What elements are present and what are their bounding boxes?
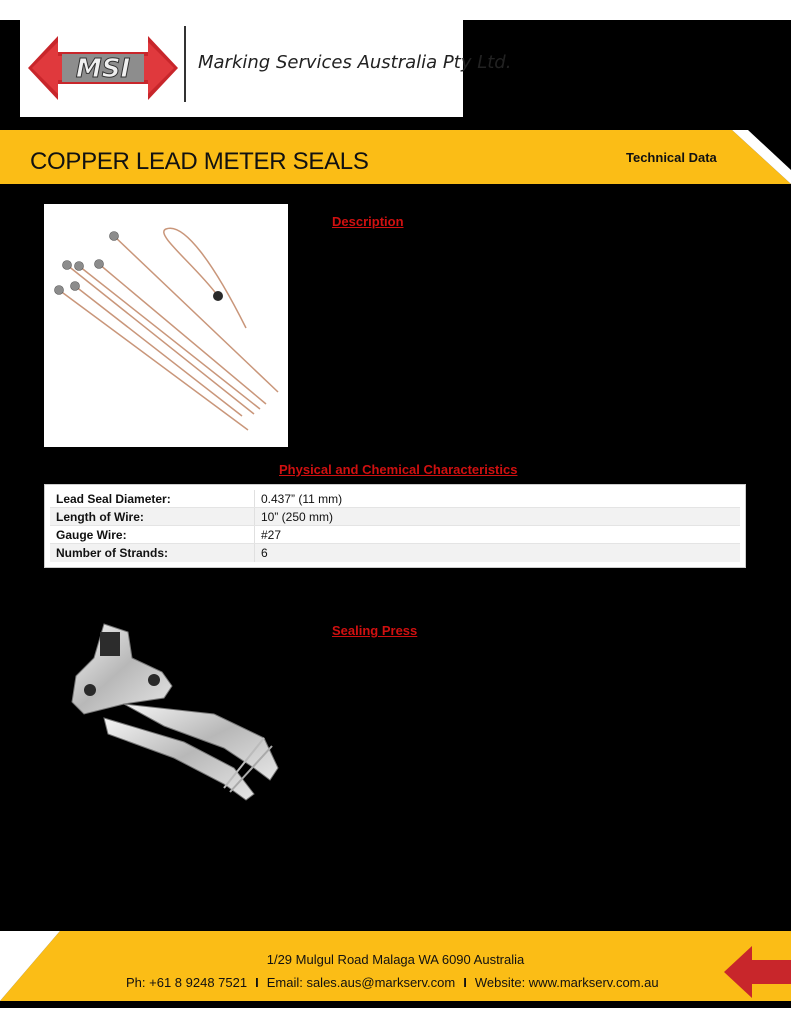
footer-separator: I	[463, 975, 467, 990]
logo-text: MSI	[75, 54, 131, 84]
spec-value: 10” (250 mm)	[261, 509, 334, 524]
description-heading[interactable]: Description	[332, 214, 404, 229]
spec-value: 6	[261, 546, 268, 560]
sealing-press-image	[64, 618, 286, 808]
spec-label: Number of Strands:	[50, 544, 255, 562]
footer-phone: Ph: +61 8 9248 7521	[126, 975, 248, 990]
table-row	[50, 490, 740, 508]
doc-type-label: Technical Data	[626, 150, 717, 165]
bottom-margin	[0, 1008, 791, 1024]
seal-wires-image	[44, 204, 288, 447]
spec-value: 0.437” (11 mm)	[261, 491, 343, 506]
company-name: Marking Services Australia Pty Ltd.	[198, 52, 512, 73]
footer-address: 1/29 Mulgul Road Malaga WA 6090 Australia	[266, 952, 525, 967]
logo-header	[20, 20, 512, 117]
spec-label: Length of Wire:	[50, 508, 255, 525]
footer-email[interactable]: Email: sales.aus@markserv.com	[266, 975, 456, 990]
logo-divider	[184, 26, 186, 102]
footer-separator: I	[255, 975, 259, 990]
msi-logo	[28, 26, 178, 110]
spec-value: #27	[261, 527, 282, 542]
spec-label: Lead Seal Diameter:	[50, 490, 255, 507]
left-arrow-icon	[724, 946, 791, 998]
sealing-press-heading[interactable]: Sealing Press	[332, 623, 418, 638]
spec-label: Gauge Wire:	[50, 526, 255, 543]
spec-table	[44, 484, 746, 568]
table-row	[50, 526, 740, 544]
page-title: COPPER LEAD METER SEALS	[30, 148, 369, 175]
table-row	[50, 544, 740, 562]
top-margin	[0, 0, 791, 20]
table-row	[50, 508, 740, 526]
physical-characteristics-heading[interactable]: Physical and Chemical Characteristics	[279, 462, 518, 477]
footer-contact	[126, 975, 659, 990]
footer-website[interactable]: Website: www.markserv.com.au	[474, 975, 659, 990]
